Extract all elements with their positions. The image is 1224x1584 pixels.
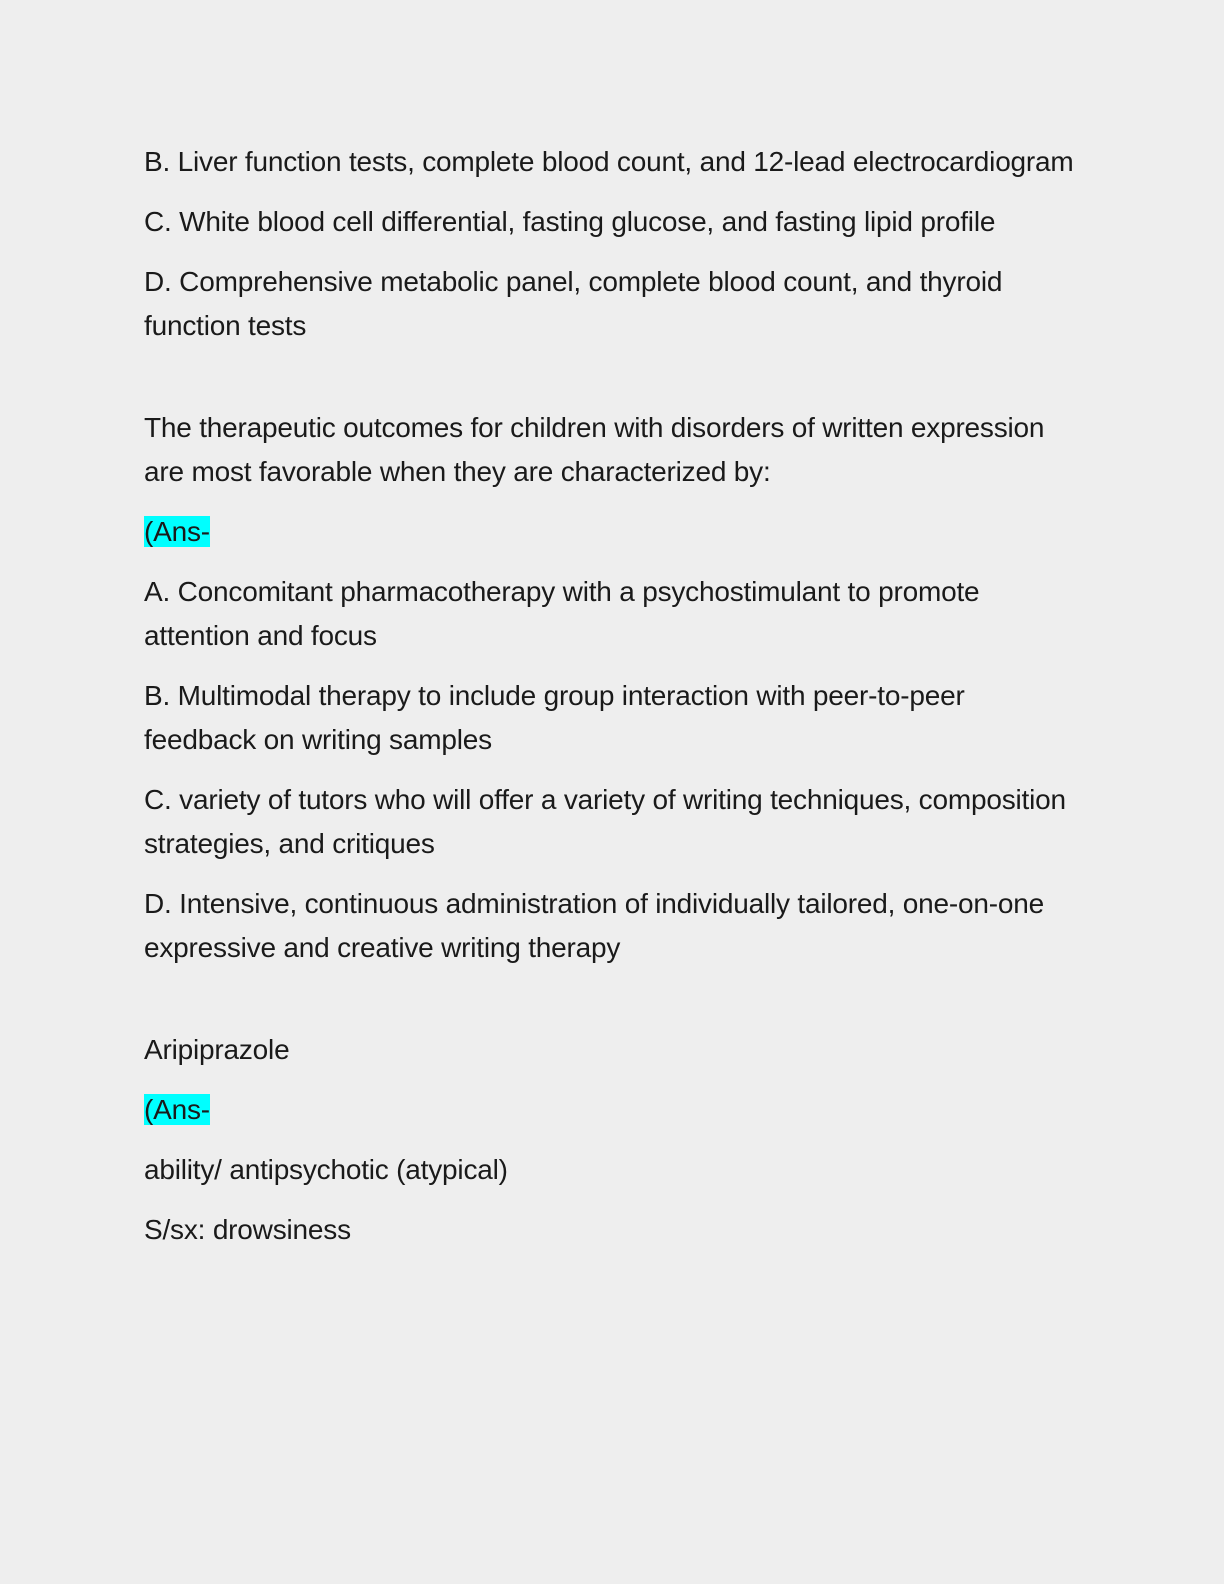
q2-option-d: D. Intensive, continuous administration of individually tailored, one-on-one expressive and creative writing therapy	[144, 888, 1044, 963]
q2-prompt: The therapeutic outcomes for children with disorders of written expression are most favorable when they are characterized by:	[144, 412, 1045, 487]
q2-answer-marker	[144, 510, 1084, 554]
q1-option-b: B. Liver function tests, complete blood count, and 12-lead electrocardiogram	[144, 146, 1074, 177]
q2-option-b: B. Multimodal therapy to include group interaction with peer-to-peer feedback on writing samples	[144, 680, 965, 755]
spacer	[144, 364, 1084, 406]
answer-highlight: (Ans-	[144, 1094, 210, 1125]
q2-option-c: C. variety of tutors who will offer a variety of writing techniques, composition strategies, and critiques	[144, 784, 1066, 859]
q3-line-sx: S/sx: drowsiness	[144, 1214, 351, 1245]
q1-option-d: D. Comprehensive metabolic panel, complete blood count, and thyroid function tests	[144, 266, 1003, 341]
q2-option-a: A. Concomitant pharmacotherapy with a psychostimulant to promote attention and focus	[144, 576, 980, 651]
answer-highlight: (Ans-	[144, 516, 210, 547]
q3-answer-marker	[144, 1088, 1084, 1132]
spacer	[144, 986, 1084, 1028]
q3-prompt: Aripiprazole	[144, 1034, 290, 1065]
document-page	[144, 140, 1084, 1268]
q1-option-c: C. White blood cell differential, fasting glucose, and fasting lipid profile	[144, 206, 996, 237]
q3-line-class: ability/ antipsychotic (atypical)	[144, 1154, 508, 1185]
